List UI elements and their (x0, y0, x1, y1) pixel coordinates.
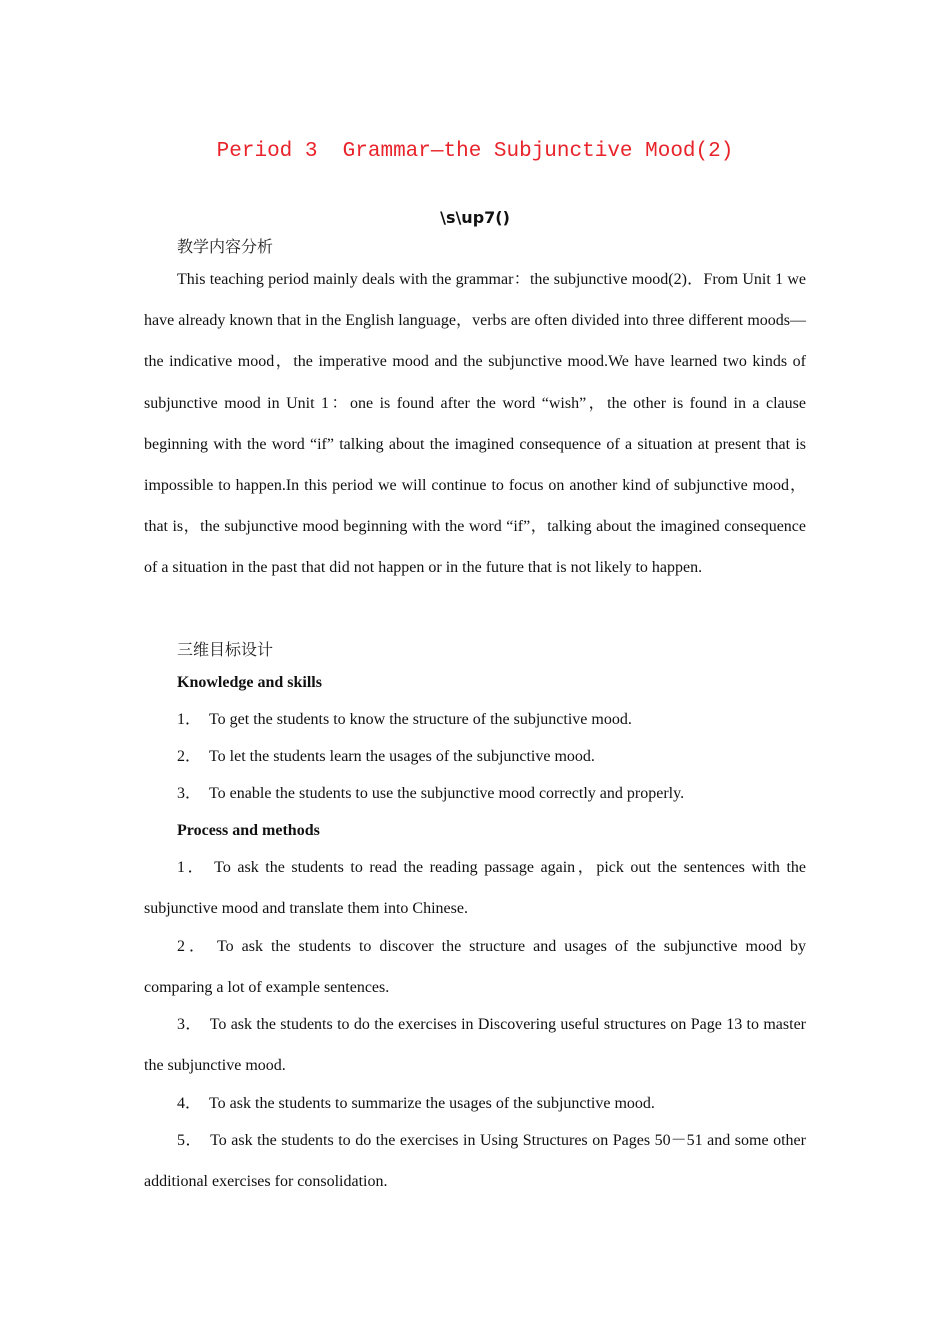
item-number: 4． (177, 1095, 202, 1112)
item-number: 2． (177, 748, 202, 765)
knowledge-skills-heading: Knowledge and skills (177, 674, 322, 691)
process-item (144, 1120, 806, 1202)
process-methods-heading: Process and methods (177, 822, 320, 839)
analysis-paragraph: This teaching period mainly deals with the grammar：the subjunctive mood(2)．From Unit 1 we have already known that in the English language，verbs are often divided into three different moods—the indicative mood，the imperative mood and the subjunctive mood.We have learned two kinds of subjunctive mood in Unit 1：one is found after the word “wish”，the other is found in a clause beginning with the word “if” talking about the imagined consequence of a situation at present that is impossible to happen.In this period we will continue to focus on another kind of subjunctive mood，that is，the subjunctive mood beginning with the word “if”，talking about the imagined consequence of a situation in the past that did not happen or in the future that is not likely to happen. (144, 271, 806, 577)
item-number: 5． (177, 1132, 203, 1149)
process-item (144, 847, 806, 929)
item-number: 1． (177, 711, 202, 728)
item-number: 1． (177, 859, 207, 876)
page-title: Period 3 Grammar—the Subjunctive Mood(2) (216, 140, 734, 163)
item-text: To let the students learn the usages of the subjunctive mood. (209, 748, 595, 765)
process-item (144, 926, 806, 1008)
knowledge-item (144, 736, 806, 777)
item-text: To ask the students to read the reading passage again，pick out the sentences with the subjunctive mood and translate them into Chinese. (144, 859, 806, 917)
item-text: To ask the students to discover the structure and usages of the subjunctive mood by comparing a lot of example sentences. (144, 938, 806, 996)
item-text: To get the students to know the structure of the subjunctive mood. (209, 711, 632, 728)
item-number: 3． (177, 785, 202, 802)
item-text: To ask the students to do the exercises in Using Structures on Pages 50－51 and some other additional exercises for consolidation. (144, 1132, 806, 1190)
knowledge-item (144, 773, 806, 814)
process-item (144, 1083, 806, 1124)
process-item (144, 1004, 806, 1086)
section-heading-objectives: 三维目标设计 (177, 640, 274, 659)
item-number: 3． (177, 1016, 202, 1033)
section-heading-content-analysis: 教学内容分析 (177, 237, 274, 256)
field-code-text: \s\up7() (440, 208, 510, 227)
item-number: 2． (177, 938, 209, 955)
item-text: To ask the students to do the exercises in Discovering useful structures on Page 13 to master the subjunctive mood. (144, 1016, 806, 1074)
item-text: To enable the students to use the subjunctive mood correctly and properly. (209, 785, 685, 802)
item-text: To ask the students to summarize the usages of the subjunctive mood. (209, 1095, 655, 1112)
knowledge-item (144, 699, 806, 740)
